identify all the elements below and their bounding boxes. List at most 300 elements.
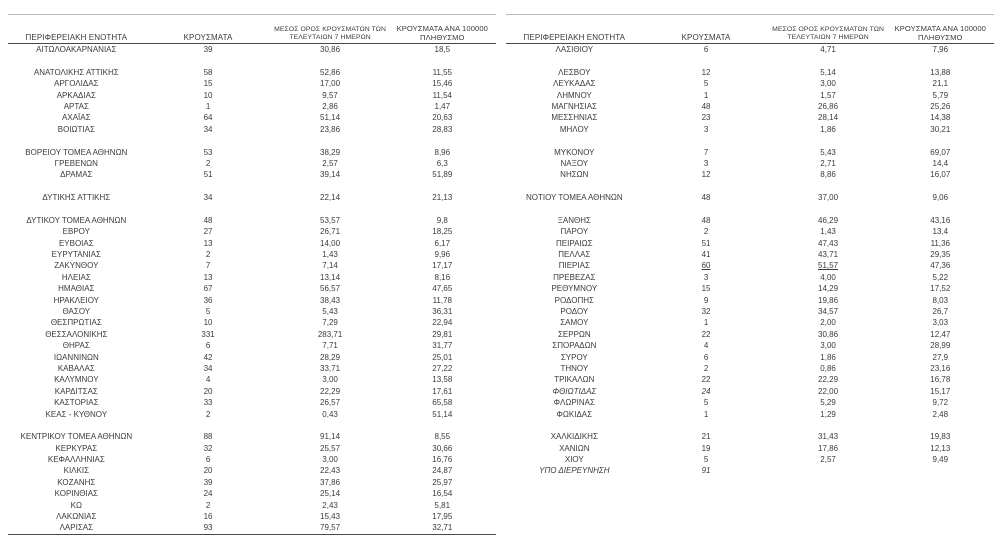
cell-per100k: 29,35: [930, 250, 951, 260]
cell-region: ΠΕΛΛΑΣ: [558, 250, 591, 260]
table-row: [8, 78, 496, 89]
cell-avg7: 7,14: [322, 261, 338, 271]
cell-avg7: 33,71: [320, 363, 341, 373]
cell-per100k: 5,81: [434, 500, 451, 510]
cell-cases: 1: [703, 90, 709, 100]
cell-cases: 2: [205, 158, 211, 168]
cell-cases: 36: [203, 295, 213, 305]
table-row: [506, 386, 994, 397]
cell-region: ΔΡΑΜΑΣ: [60, 170, 93, 180]
cell-cases: 9: [703, 295, 709, 305]
cell-avg7: 30,86: [818, 329, 839, 339]
cell-avg7: 52,86: [320, 67, 341, 77]
cell-cases: 331: [201, 329, 215, 339]
table-row: [506, 374, 994, 385]
cell-cases: 21: [701, 432, 711, 442]
cell-per100k: 8,96: [434, 147, 451, 157]
cell-avg7: 3,00: [322, 455, 338, 465]
cell-cases: 34: [203, 124, 213, 134]
table-header-row: [506, 15, 994, 44]
cell-avg7: 25,57: [320, 443, 341, 453]
cell-cases: 32: [203, 443, 213, 453]
cell-avg7: 0,43: [322, 409, 338, 419]
cell-avg7: 38,29: [320, 147, 341, 157]
cell-region: ΧΑΛΚΙΔΙΚΗΣ: [550, 432, 598, 442]
cell-cases: 48: [701, 193, 711, 203]
spacer-row: [506, 135, 994, 146]
cell-per100k: 16,07: [930, 170, 951, 180]
cell-region: ΑΡΚΑΔΙΑΣ: [56, 90, 96, 100]
table-row: [8, 147, 496, 158]
cell-avg7: 2,71: [820, 158, 836, 168]
cell-cases: 10: [203, 318, 213, 328]
spacer-row: [506, 55, 994, 66]
cell-cases: 12: [701, 67, 711, 77]
cell-per100k: 8,03: [932, 295, 949, 305]
table-row: [8, 283, 496, 294]
cell-region: ΜΥΚΟΝΟΥ: [554, 147, 595, 157]
cell-avg7: 0,86: [820, 363, 836, 373]
cell-per100k: 11,55: [432, 67, 452, 77]
cell-per100k: 16,54: [432, 489, 453, 499]
table-row: [506, 352, 994, 363]
table-row: [506, 90, 994, 101]
cell-cases: 5: [703, 79, 709, 89]
table-row: [506, 44, 994, 55]
cell-per100k: 8,55: [434, 432, 451, 442]
cell-cases: 64: [203, 113, 213, 123]
table-row: [8, 511, 496, 522]
cell-region: ΛΕΣΒΟΥ: [558, 67, 591, 77]
cell-region: ΣΠΟΡΑΔΩΝ: [552, 341, 597, 351]
column-header-cases-per-100000: ΚΡΟΥΣΜΑΤΑ ΑΝΑ 100000 ΠΛΗΘΥΣΜΟ: [894, 24, 986, 42]
cell-cases: 13: [203, 238, 213, 248]
table-row: [506, 454, 994, 465]
cell-region: ΘΕΣΠΡΩΤΙΑΣ: [50, 318, 102, 328]
cell-per100k: 51,14: [432, 409, 453, 419]
cell-per100k: 20,63: [432, 113, 453, 123]
cell-per100k: 9,72: [932, 398, 949, 408]
cell-avg7: 53,57: [320, 215, 341, 225]
table-row: [8, 215, 496, 226]
cell-cases: 48: [203, 215, 213, 225]
cell-avg7: 79,57: [320, 523, 341, 533]
cell-per100k: 5,79: [932, 90, 949, 100]
cell-per100k: 7,96: [932, 45, 949, 54]
table-row: [8, 465, 496, 476]
cell-per100k: 22,94: [432, 318, 453, 328]
cell-avg7: 3,00: [322, 375, 338, 385]
table-row: [506, 238, 994, 249]
table-row: [506, 443, 994, 454]
cell-region: ΦΩΚΙΔΑΣ: [556, 409, 593, 419]
cell-per100k: 13,4: [932, 227, 949, 237]
table-row: [8, 488, 496, 499]
cell-avg7: 37,86: [320, 477, 341, 487]
cell-region: ΛΕΥΚΑΔΑΣ: [553, 79, 596, 89]
cell-avg7: 34,57: [818, 306, 839, 316]
cell-avg7: 7,71: [322, 341, 338, 351]
cell-avg7: 38,43: [320, 295, 341, 305]
table-row: [8, 454, 496, 465]
cell-region: ΕΥΒΟΙΑΣ: [58, 238, 94, 248]
cell-region: ΧΑΝΙΩΝ: [559, 443, 590, 453]
cell-region: ΛΑΚΩΝΙΑΣ: [56, 512, 97, 522]
cell-per100k: 47,65: [432, 284, 453, 294]
cell-cases: 20: [203, 466, 213, 476]
table-row: [8, 340, 496, 351]
cell-avg7: 2,57: [820, 455, 836, 465]
cell-region: ΚΟΡΙΝΘΙΑΣ: [54, 489, 98, 499]
cell-region: ΥΠΟ ΔΙΕΡΕΥΝΗΣΗ: [539, 466, 610, 476]
cell-cases: 24: [203, 489, 213, 499]
cell-per100k: 21,13: [432, 193, 453, 203]
cell-avg7: 22,14: [320, 193, 341, 203]
cell-region: ΚΩ: [70, 500, 82, 510]
cell-avg7: 28,14: [818, 113, 839, 123]
cell-cases: 1: [703, 409, 709, 419]
cell-cases: 4: [703, 341, 709, 351]
table-row: [506, 101, 994, 112]
cell-cases: 42: [203, 352, 213, 362]
cell-avg7: 26,57: [320, 398, 341, 408]
cell-avg7: 17,86: [818, 443, 839, 453]
table-row: [8, 238, 496, 249]
cell-avg7: 2,86: [322, 101, 338, 111]
cell-region: ΑΧΑΪΑΣ: [62, 113, 91, 123]
cell-avg7: 3,00: [820, 79, 836, 89]
cell-cases: 4: [205, 375, 211, 385]
cell-region: ΑΡΓΟΛΙΔΑΣ: [54, 79, 99, 89]
cell-per100k: 8,16: [434, 272, 451, 282]
cell-per100k: 11,36: [930, 238, 950, 248]
table-row: [8, 90, 496, 101]
cell-region: ΝΟΤΙΟΥ ΤΟΜΕΑ ΑΘΗΝΩΝ: [525, 193, 623, 203]
cell-region: ΡΟΔΟΥ: [560, 306, 589, 316]
cell-region: ΣΕΡΡΩΝ: [557, 329, 591, 339]
table-row: [8, 363, 496, 374]
cell-region: ΛΑΣΙΘΙΟΥ: [555, 45, 594, 54]
cell-cases: 7: [205, 261, 211, 271]
cell-avg7: 5,43: [820, 147, 836, 157]
table-row: [8, 431, 496, 442]
cell-region: ΦΘΙΩΤΙΔΑΣ: [552, 386, 597, 396]
cell-avg7: 91,14: [320, 432, 341, 442]
cell-avg7: 5,43: [322, 306, 338, 316]
table-row: [8, 522, 496, 533]
cell-cases: 19: [701, 443, 711, 453]
cell-per100k: 27,9: [932, 352, 949, 362]
cell-cases: 7: [703, 147, 709, 157]
table-row: [506, 226, 994, 237]
cell-region: ΗΡΑΚΛΕΙΟΥ: [53, 295, 100, 305]
table-row: [8, 67, 496, 78]
cell-region: ΚΟΖΑΝΗΣ: [57, 477, 96, 487]
cell-avg7: 46,29: [818, 215, 839, 225]
cell-avg7: 15,43: [320, 512, 341, 522]
cell-avg7: 51,14: [320, 113, 341, 123]
table-row: [506, 306, 994, 317]
cell-per100k: 32,71: [432, 523, 453, 533]
spacer-row: [8, 203, 496, 214]
cell-per100k: 6,3: [436, 158, 448, 168]
cell-avg7: 22,00: [818, 386, 839, 396]
cell-per100k: 25,26: [930, 101, 951, 111]
cell-avg7: 26,71: [320, 227, 341, 237]
table-header-row: [8, 15, 496, 44]
cell-cases: 2: [205, 250, 211, 260]
table-row: [8, 477, 496, 488]
cell-region: ΡΟΔΟΠΗΣ: [554, 295, 594, 305]
table-row: [506, 295, 994, 306]
cell-avg7: 14,29: [818, 284, 839, 294]
column-header-cases: ΚΡΟΥΣΜΑΤΑ: [681, 33, 731, 42]
cell-region: ΕΥΡΥΤΑΝΙΑΣ: [51, 250, 101, 260]
table-row: [8, 249, 496, 260]
cell-cases: 15: [203, 79, 213, 89]
cell-region: ΝΑΞΟΥ: [560, 158, 589, 168]
cell-cases: 34: [203, 193, 213, 203]
cell-cases: 6: [703, 352, 709, 362]
cell-cases: 2: [205, 500, 211, 510]
cell-per100k: 27,22: [432, 363, 453, 373]
cell-per100k: 6,17: [434, 238, 451, 248]
cell-avg7: 3,00: [820, 341, 836, 351]
table-row: [8, 169, 496, 180]
table-row: [506, 260, 994, 271]
table-row: [8, 397, 496, 408]
table-row: [506, 192, 994, 203]
table-row: [506, 78, 994, 89]
cell-per100k: 11,78: [432, 295, 452, 305]
cell-avg7: 26,86: [818, 101, 839, 111]
cell-avg7: 47,43: [818, 238, 839, 248]
cell-per100k: 11,54: [432, 90, 452, 100]
cell-region: ΑΡΤΑΣ: [63, 101, 89, 111]
cell-region: ΝΗΣΩΝ: [560, 170, 589, 180]
cell-per100k: 9,06: [932, 193, 949, 203]
cell-avg7: 22,43: [320, 466, 341, 476]
cell-cases: 3: [703, 158, 709, 168]
cell-region: ΒΟΙΩΤΙΑΣ: [57, 124, 95, 134]
spacer-row: [506, 420, 994, 431]
cell-per100k: 14,38: [930, 113, 951, 123]
cell-region: ΚΕΝΤΡΙΚΟΥ ΤΟΜΕΑ ΑΘΗΝΩΝ: [20, 432, 133, 442]
cell-region: ΠΙΕΡΙΑΣ: [558, 261, 590, 271]
cell-cases: 5: [703, 398, 709, 408]
cell-region: ΛΑΡΙΣΑΣ: [59, 523, 94, 533]
cell-avg7: 1,57: [820, 90, 836, 100]
cell-per100k: 15,17: [930, 386, 951, 396]
cell-region: ΦΛΩΡΙΝΑΣ: [553, 398, 595, 408]
cell-cases: 15: [701, 284, 711, 294]
cell-region: ΔΥΤΙΚΟΥ ΤΟΜΕΑ ΑΘΗΝΩΝ: [26, 215, 127, 225]
cell-per100k: 14,4: [932, 158, 949, 168]
cell-avg7: 14,00: [320, 238, 341, 248]
column-header-cases: ΚΡΟΥΣΜΑΤΑ: [183, 33, 233, 42]
cell-cases: 53: [203, 147, 213, 157]
spacer-row: [506, 203, 994, 214]
column-header-regional-unit: ΠΕΡΙΦΕΡΕΙΑΚΗ ΕΝΟΤΗΤΑ: [523, 33, 626, 42]
cell-per100k: 12,47: [930, 329, 951, 339]
table-row: [8, 124, 496, 135]
cell-per100k: 36,31: [432, 306, 453, 316]
cell-region: ΖΑΚΥΝΘΟΥ: [54, 261, 99, 271]
spacer-row: [8, 55, 496, 66]
cell-cases: 1: [205, 101, 211, 111]
table-row: [8, 386, 496, 397]
cell-region: ΚΑΣΤΟΡΙΑΣ: [54, 398, 99, 408]
cell-avg7: 2,00: [820, 318, 836, 328]
cell-per100k: 23,16: [930, 363, 951, 373]
cell-region: ΔΥΤΙΚΗΣ ΑΤΤΙΚΗΣ: [42, 193, 111, 203]
cell-region: ΚΑΒΑΛΑΣ: [57, 363, 95, 373]
table-row: [8, 272, 496, 283]
cell-per100k: 30,66: [432, 443, 453, 453]
cell-per100k: 13,58: [432, 375, 453, 385]
cell-per100k: 29,81: [432, 329, 453, 339]
table-row: [8, 192, 496, 203]
cell-cases: 91: [701, 466, 711, 476]
cell-region: ΘΑΣΟΥ: [62, 306, 91, 316]
table-row: [506, 397, 994, 408]
cell-avg7: 5,29: [820, 398, 836, 408]
cell-cases: 1: [703, 318, 709, 328]
table-row: [506, 112, 994, 123]
cell-cases: 67: [203, 284, 213, 294]
cell-cases: 22: [701, 329, 711, 339]
cell-per100k: 25,97: [432, 477, 453, 487]
cell-cases: 6: [703, 45, 709, 54]
cell-cases: 5: [703, 455, 709, 465]
cell-avg7: 17,00: [320, 79, 341, 89]
cell-per100k: 31,77: [432, 341, 453, 351]
cell-region: ΙΩΑΝΝΙΝΩΝ: [53, 352, 99, 362]
table-row: [8, 44, 496, 55]
cell-avg7: 22,29: [818, 375, 839, 385]
cell-avg7: 1,29: [820, 409, 836, 419]
cell-cases: 2: [703, 363, 709, 373]
cell-cases: 3: [703, 124, 709, 134]
cell-avg7: 23,86: [320, 124, 341, 134]
cell-region: ΠΑΡΟΥ: [560, 227, 589, 237]
cell-per100k: 30,21: [930, 124, 951, 134]
cell-per100k: 21,1: [932, 79, 949, 89]
table-row: [506, 283, 994, 294]
table-row: [506, 169, 994, 180]
table-row: [506, 329, 994, 340]
cell-per100k: 18,5: [434, 45, 451, 54]
cell-avg7: 30,86: [320, 45, 341, 54]
cell-per100k: 18,25: [432, 227, 453, 237]
cell-region: ΑΝΑΤΟΛΙΚΗΣ ΑΤΤΙΚΗΣ: [33, 67, 119, 77]
cell-region: ΚΙΛΚΙΣ: [63, 466, 90, 476]
cell-per100k: 16,78: [930, 375, 951, 385]
cell-region: ΡΕΘΥΜΝΟΥ: [551, 284, 598, 294]
cell-per100k: 24,87: [432, 466, 453, 476]
cell-cases: 2: [205, 409, 211, 419]
table-row: [8, 329, 496, 340]
cell-region: ΚΑΛΥΜΝΟΥ: [54, 375, 99, 385]
cell-avg7: 2,57: [322, 158, 338, 168]
table-row: [506, 363, 994, 374]
cell-region: ΘΕΣΣΑΛΟΝΙΚΗΣ: [45, 329, 108, 339]
spacer-row: [8, 181, 496, 192]
table-row: [8, 158, 496, 169]
cell-cases: 93: [203, 523, 213, 533]
cell-cases: 39: [203, 477, 213, 487]
cell-cases: 12: [701, 170, 711, 180]
cases-table-right: [506, 14, 994, 535]
table-row: [8, 295, 496, 306]
cell-region: ΜΕΣΣΗΝΙΑΣ: [551, 113, 598, 123]
cell-region: ΜΗΛΟΥ: [559, 124, 589, 134]
column-header-7day-average: ΜΕΣΟΣ ΟΡΟΣ ΚΡΟΥΣΜΑΤΩΝ ΤΩΝ ΤΕΛΕΥΤΑΙΩΝ 7 ΗΜΕΡΩΝ: [274, 26, 386, 41]
cell-avg7: 4,71: [820, 45, 836, 54]
cell-region: ΚΕΦΑΛΛΗΝΙΑΣ: [47, 455, 105, 465]
table-row: [506, 124, 994, 135]
cell-per100k: 9,96: [434, 250, 451, 260]
table-row: [8, 500, 496, 511]
cell-cases: 5: [205, 306, 211, 316]
cell-region: ΚΑΡΔΙΤΣΑΣ: [54, 386, 98, 396]
cell-per100k: 9,8: [436, 215, 448, 225]
cell-avg7: 37,00: [818, 193, 839, 203]
cell-per100k: 16,76: [432, 455, 453, 465]
table-row: [8, 317, 496, 328]
cell-per100k: 28,99: [930, 341, 951, 351]
cell-avg7: 283,71: [317, 329, 343, 339]
cell-region: ΗΛΕΙΑΣ: [61, 272, 91, 282]
cell-per100k: 9,49: [932, 455, 949, 465]
cell-region: ΣΥΡΟΥ: [560, 352, 588, 362]
cell-cases: 20: [203, 386, 213, 396]
cell-cases: 60: [701, 261, 711, 271]
cell-cases: 51: [203, 170, 213, 180]
cell-cases: 34: [203, 363, 213, 373]
cell-per100k: 69,07: [930, 147, 951, 157]
column-header-cases-per-100000: ΚΡΟΥΣΜΑΤΑ ΑΝΑ 100000 ΠΛΗΘΥΣΜΟ: [396, 24, 488, 42]
cases-table-left: [8, 14, 496, 535]
cell-avg7: 13,14: [320, 272, 341, 282]
cell-avg7: 28,29: [320, 352, 341, 362]
table-row: [506, 340, 994, 351]
table-row: [8, 260, 496, 271]
table-row: [8, 443, 496, 454]
spacer-row: [8, 135, 496, 146]
cell-region: ΠΕΙΡΑΙΩΣ: [556, 238, 593, 248]
table-row: [506, 317, 994, 328]
cell-region: ΜΑΓΝΗΣΙΑΣ: [551, 101, 598, 111]
cell-region: ΛΗΜΝΟΥ: [556, 90, 592, 100]
cell-region: ΘΗΡΑΣ: [62, 341, 90, 351]
cell-cases: 6: [205, 455, 211, 465]
cell-cases: 51: [701, 238, 711, 248]
table-row: [506, 67, 994, 78]
cell-cases: 3: [703, 272, 709, 282]
cell-cases: 33: [203, 398, 213, 408]
cell-cases: 41: [701, 250, 711, 260]
cell-per100k: 2,48: [932, 409, 949, 419]
cell-avg7: 51,57: [818, 261, 839, 271]
table-row: [8, 409, 496, 420]
cell-cases: 10: [203, 90, 213, 100]
cell-per100k: 12,13: [930, 443, 951, 453]
table-row: [506, 249, 994, 260]
cell-per100k: 17,61: [432, 386, 453, 396]
cell-cases: 58: [203, 67, 213, 77]
cell-per100k: 15,46: [432, 79, 453, 89]
